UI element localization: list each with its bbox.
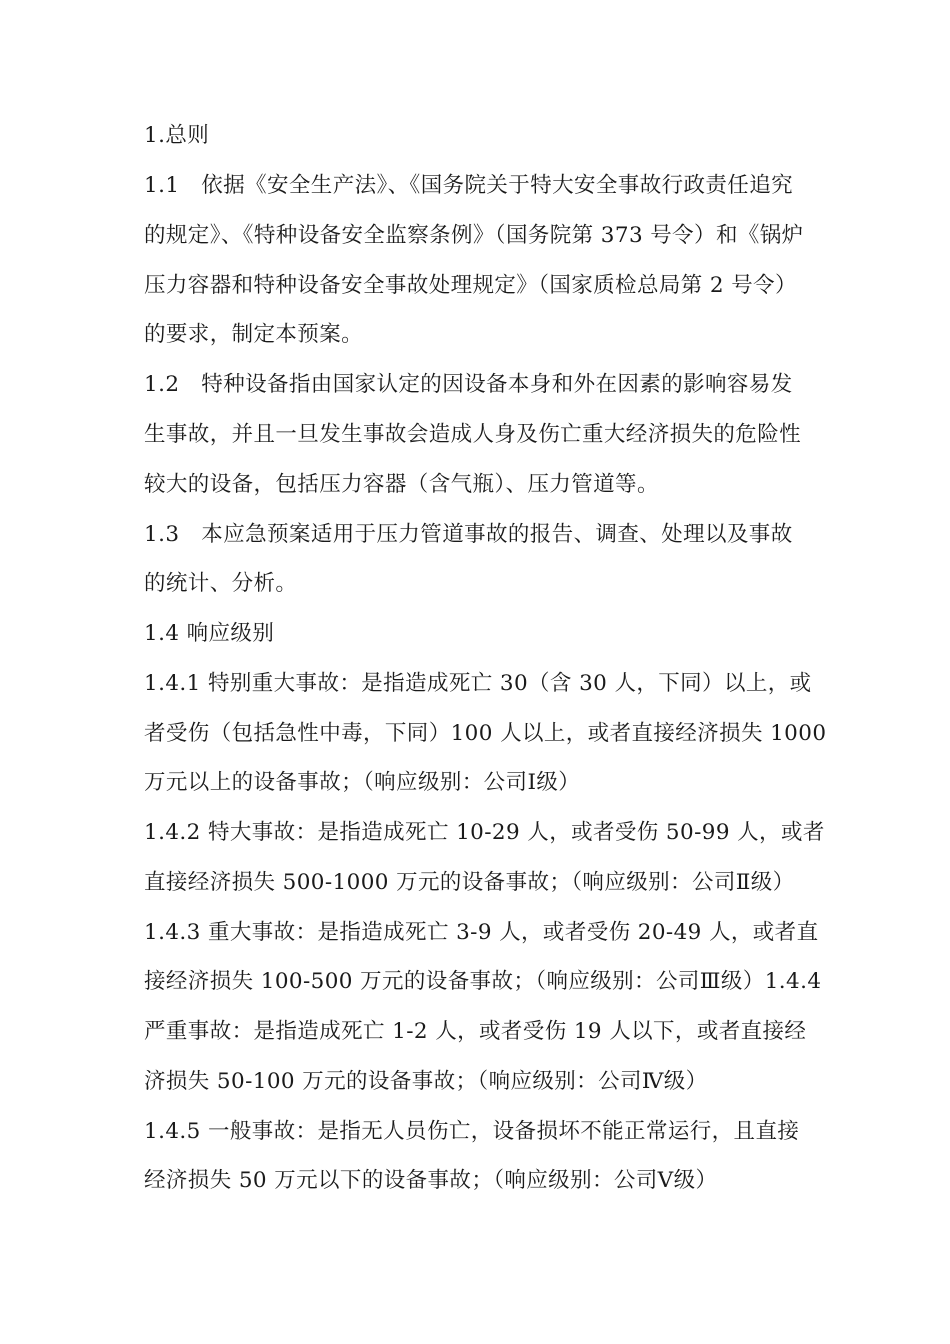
paragraph-line: 较大的设备，包括压力容器（含气瓶）、压力管道等。	[144, 472, 659, 497]
paragraph-line: 济损失 50-100 万元的设备事故；（响应级别：公司Ⅳ级）	[144, 1069, 708, 1094]
paragraph-line: 者受伤（包括急性中毒，下同）100 人以上，或者直接经济损失 1000	[144, 721, 827, 746]
paragraph-line: 1.1 依据《安全生产法》、《国务院关于特大安全事故行政责任追究	[144, 173, 793, 198]
paragraph-line: 1.4.3 重大事故：是指造成死亡 3-9 人，或者受伤 20-49 人，或者直	[144, 920, 819, 945]
paragraph-line: 压力容器和特种设备安全事故处理规定》（国家质检总局第 2 号令）	[144, 273, 797, 298]
paragraph-line: 1.4.1 特别重大事故：是指造成死亡 30（含 30 人，下同）以上，或	[144, 671, 812, 696]
paragraph-line: 的要求，制定本预案。	[144, 322, 364, 347]
paragraph-line: 经济损失 50 万元以下的设备事故；（响应级别：公司Ⅴ级）	[144, 1168, 718, 1193]
paragraph-line: 1.2 特种设备指由国家认定的因设备本身和外在因素的影响容易发	[144, 372, 793, 397]
paragraph-line: 的统计、分析。	[144, 571, 298, 596]
section-heading-general: 1.总则	[144, 123, 210, 148]
paragraph-line: 的规定》、《特种设备安全监察条例》（国务院第 373 号令）和《锅炉	[144, 223, 804, 248]
paragraph-line: 1.4.2 特大事故：是指造成死亡 10-29 人，或者受伤 50-99 人，或者	[144, 820, 825, 845]
section-heading-response-level: 1.4 响应级别	[144, 621, 275, 646]
paragraph-line: 1.3 本应急预案适用于压力管道事故的报告、调查、处理以及事故	[144, 522, 793, 547]
paragraph-line: 接经济损失 100-500 万元的设备事故；（响应级别：公司Ⅲ级）1.4.4	[144, 969, 822, 994]
paragraph-line: 严重事故：是指造成死亡 1-2 人，或者受伤 19 人以下，或者直接经	[144, 1019, 807, 1044]
paragraph-line: 万元以上的设备事故；（响应级别：公司Ⅰ级）	[144, 770, 581, 795]
paragraph-line: 直接经济损失 500-1000 万元的设备事故；（响应级别：公司Ⅱ级）	[144, 870, 795, 895]
paragraph-line: 生事故，并且一旦发生事故会造成人身及伤亡重大经济损失的危险性	[144, 422, 802, 447]
paragraph-line: 1.4.5 一般事故：是指无人员伤亡，设备损坏不能正常运行，且直接	[144, 1119, 800, 1144]
